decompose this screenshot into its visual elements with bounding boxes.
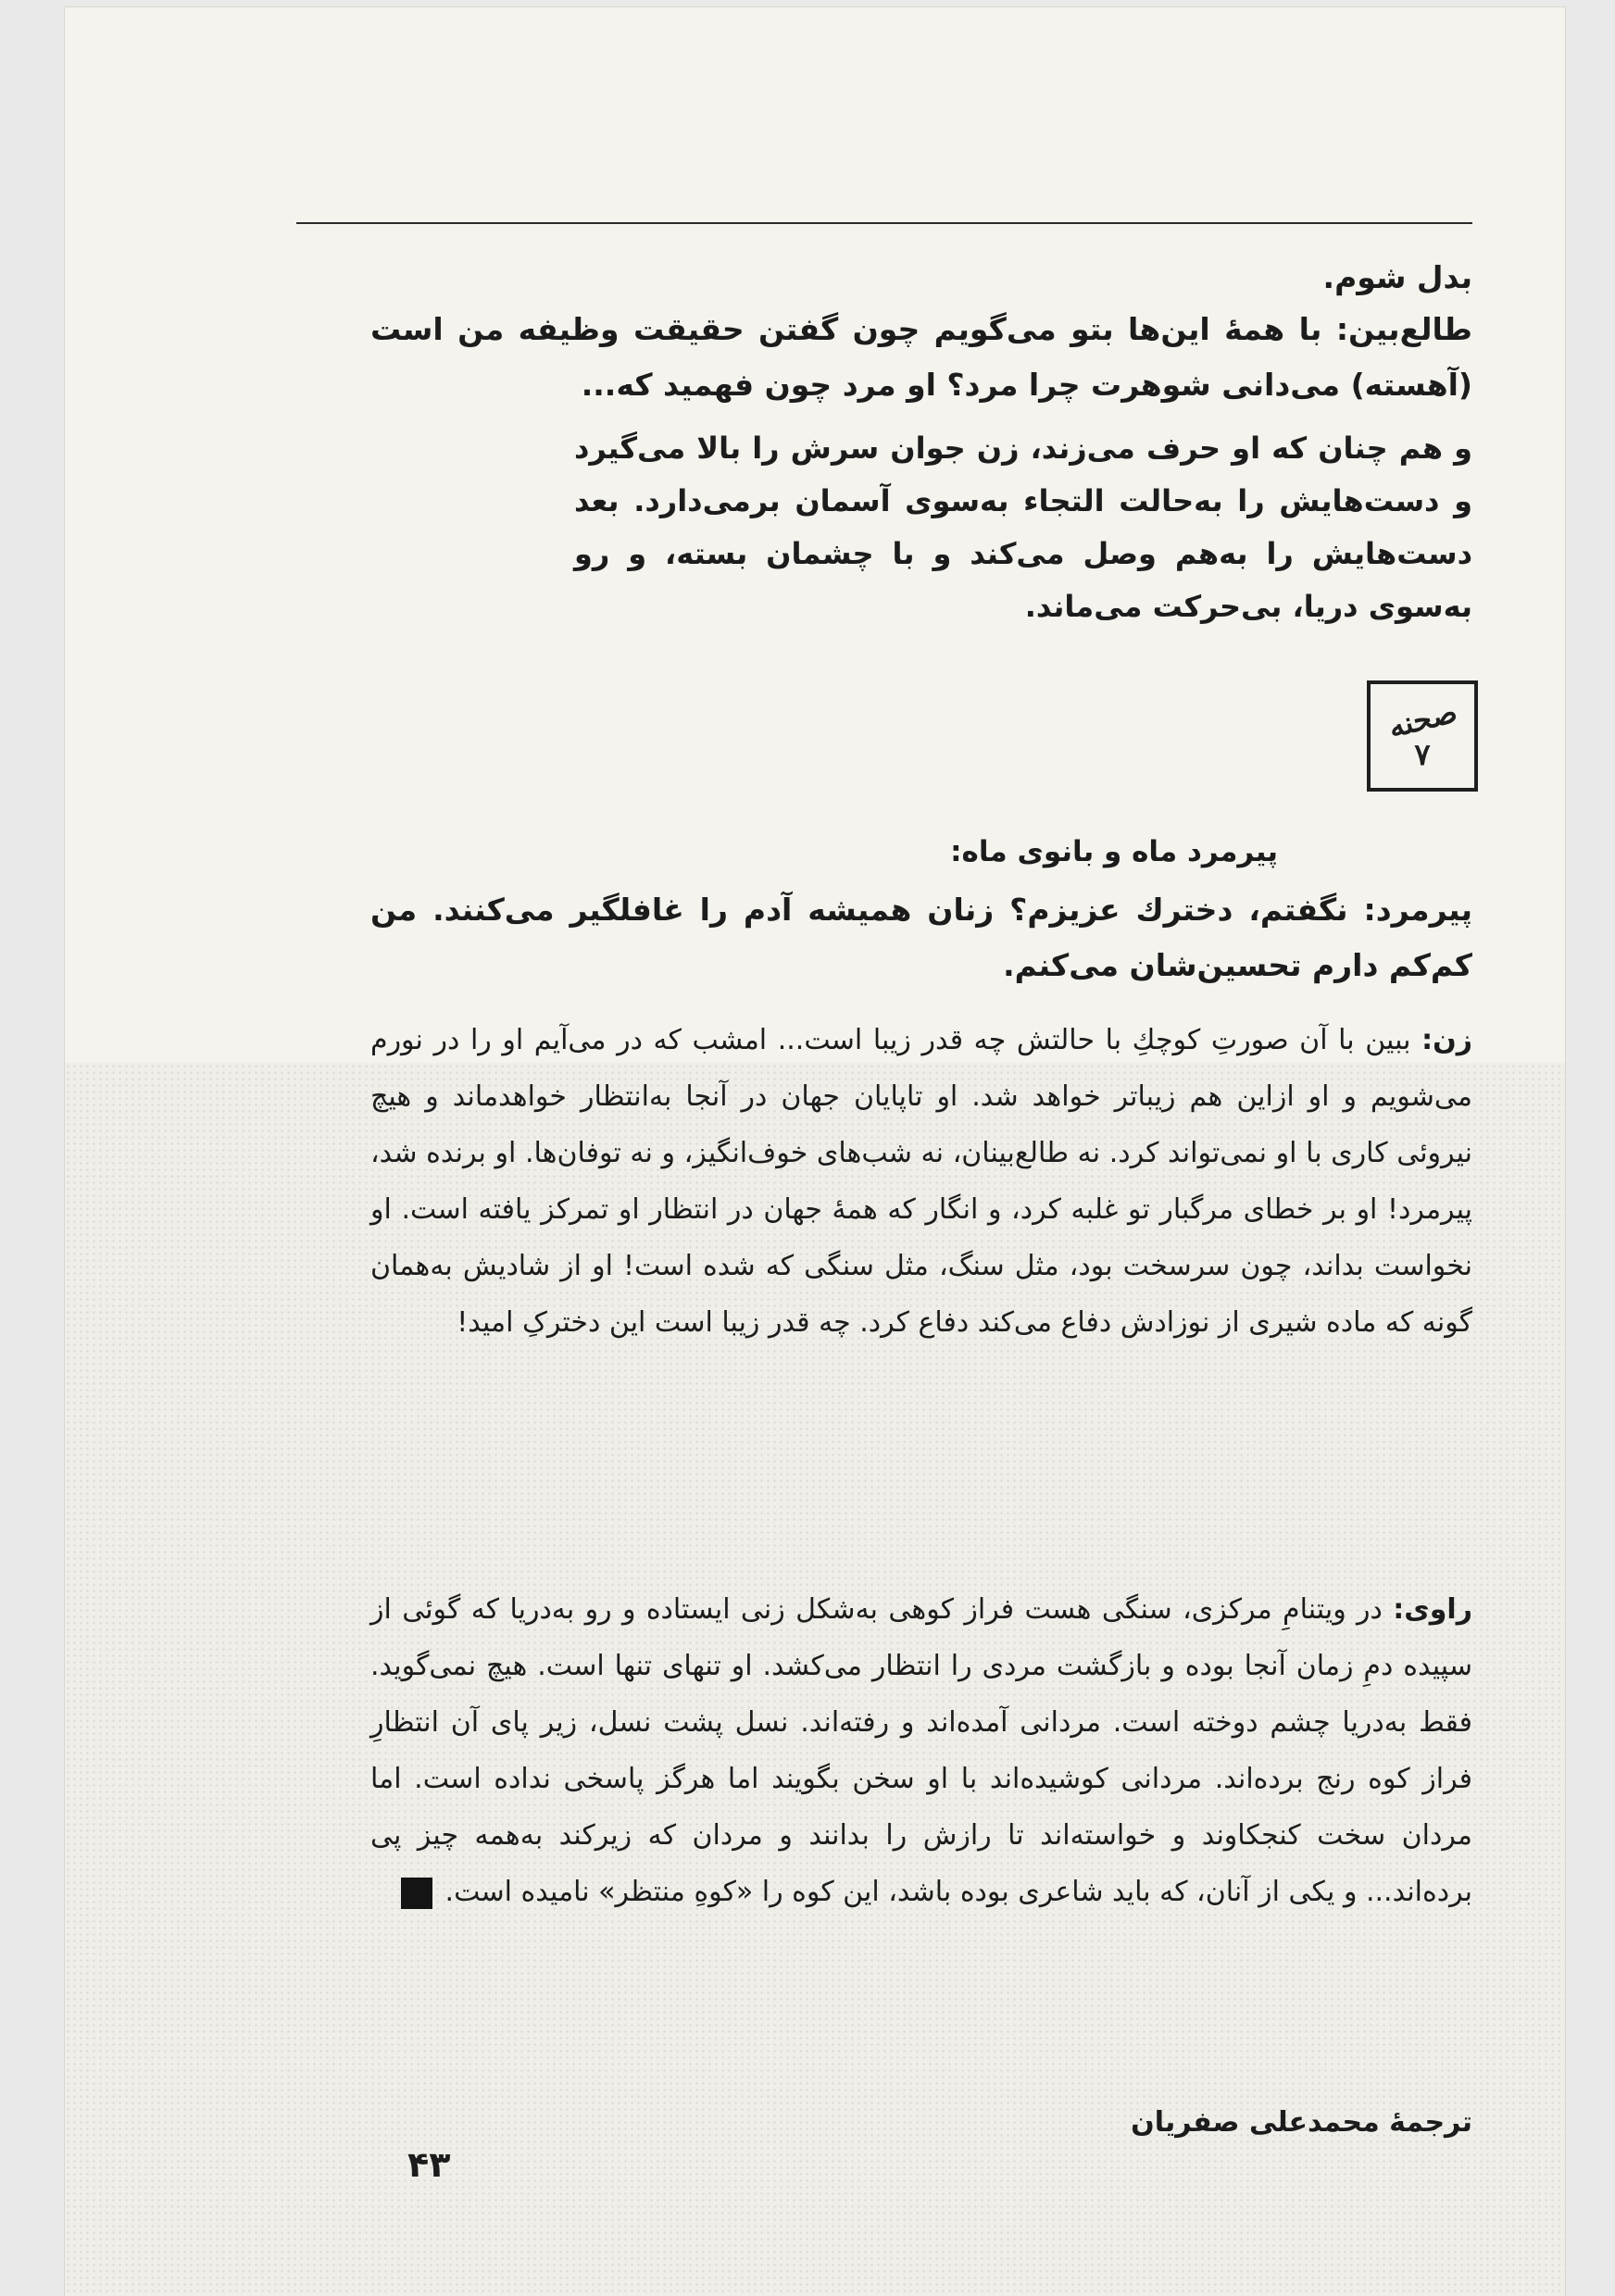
old-man-speech (370, 882, 1472, 993)
page-number: ۴۳ (407, 2144, 451, 2185)
scene-heading: پیرمرد ماه و بانوی ماه: (950, 835, 1278, 868)
fortune-teller-label: طالع‌بین: (1335, 311, 1472, 347)
fortune-teller-text: با همهٔ این‌ها بتو می‌گویم چون گفتن حقیقت وظیفه من است (آهسته) می‌دانی شوهرت چرا مرد؟ او مرد چون فهمید که... (370, 311, 1472, 403)
page-sheet (65, 7, 1565, 2296)
text-column (370, 7, 1472, 2294)
previous-line-end: بدل شوم. (1322, 259, 1472, 295)
woman-label: زن: (1421, 1024, 1472, 1056)
narrator-speech (370, 1581, 1472, 1920)
scene-marker (1367, 680, 1478, 792)
end-mark-square (401, 1878, 432, 1909)
narrator-text: در ویتنامِ مرکزی، سنگی هست فراز کوهی به‌شکل زنی ایستاده و رو به‌دریا که گوئی از سپیده دمِ زمان آنجا بوده و بازگشت مردی را انتظار می‌کشد. او تنهای تنها است. هیچ نمی‌گوید. فقط به‌دریا چشم دوخته است. مردانی آمده‌اند و رفته‌اند. نسل پشت نسل، زیر پای آن انتظارِ فراز کوه رنج برده‌اند. مردانی کوشیده‌اند با او سخن بگویند اما هرگز پاسخی نداده است. اما مردان سخت کنجکاوند و خواسته‌اند تا رازش را بدانند و مردان که زیرکند به‌همه چیز پی برده‌اند... و یکی از آنان، که باید شاعری بوده باشد، این کوه را «کوهِ منتظر» نامیده است. (370, 1593, 1472, 1908)
woman-speech (370, 1012, 1472, 1351)
woman-text: ببین با آن صورتِ کوچكِ با حالتش چه قدر زیبا است... امشب که در می‌آیم او را در نورم می‌شویم و او ازاین هم زیباتر خواهد شد. او تاپایان جهان در آنجا به‌انتظار خواهدماند و هیچ نیروئی کاری با او نمی‌تواند کرد. نه طالع‌بینان، نه شب‌های خوف‌انگیز، و نه توفان‌ها. او برنده شد، پیرمرد! او بر خطای مرگبار تو غلبه کرد، و انگار که همهٔ جهان در انتظار او تمرکز یافته است. او نخواست بداند، چون سرسخت بود، مثل سنگ، مثل سنگی که شده است! او از شادیش به‌همان گونه که ماده شیری از نوزادش دفاع می‌کند دفاع کرد. چه قدر زیبا است این دخترکِ امید! (370, 1024, 1472, 1339)
scene-marker-word: صحنه (1384, 693, 1460, 745)
stage-direction: و هم چنان که او حرف می‌زند، زن جوان سرش را بالا می‌گیرد و دست‌هایش را به‌حالت التجاء به‌سوی آسمان برمی‌دارد. بعد دست‌هایش را به‌هم وصل می‌کند و با چشمان بسته، و رو به‌سوی دریا، بی‌حرکت می‌ماند. (574, 430, 1472, 624)
header-rule (296, 222, 1472, 224)
scene-marker-number: ۷ (1414, 737, 1431, 772)
old-man-text: نگفتم، دخترك عزیزم؟ زنان همیشه آدم را غافلگیر می‌کنند. من کم‌کم دارم تحسین‌شان می‌کنم. (370, 892, 1472, 983)
translator-credit: ترجمهٔ محمدعلی صفریان (1131, 2106, 1472, 2139)
fortune-teller-speech (370, 302, 1472, 413)
narrator-label: راوی: (1393, 1593, 1472, 1626)
old-man-label: پیرمرد: (1363, 892, 1472, 928)
